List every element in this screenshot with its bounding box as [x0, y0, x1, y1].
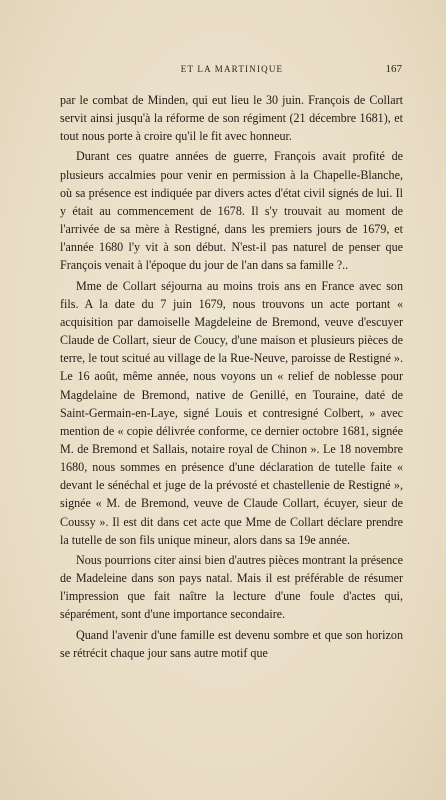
page-header	[60, 64, 404, 80]
paragraph-4: Nous pourrions citer ainsi bien d'autres pièces montrant la présence de Madeleine dans son pays natal. Mais il est préférable de résumer l'impression que fait naître la lecture d'une foule d'actes qui, séparément, sont d'une importance secondaire.	[60, 552, 403, 622]
paragraph-2: Durant ces quatre années de guerre, François avait profité de plusieurs accalmies pour venir en permission à la Chapelle-Blanche, où sa présence est indiquée par divers actes d'état civil signés de lui. Il y était au commencement de 1678. Il s'y trouvait au moment de l'arrivée de sa mère à Restigné, dans les premiers jours de 1679, et l'année 1680 l'y vit à son début. N'est-il pas naturel de penser que François venait à l'époque du jour de l'an dans sa famille ?..	[60, 149, 403, 273]
paragraph-5: Quand l'avenir d'une famille est devenu sombre et que son horizon se rétrécit chaque jour sans autre motif que	[60, 627, 403, 660]
page-number: 167	[385, 63, 402, 75]
paragraph-3: Mme de Collart séjourna au moins trois ans en France avec son fils. A la date du 7 juin 1679, nous trouvons un acte portant « acquisition par damoiselle Magdeleine de Bremond, veuve d'escuyer Claude de Collart, sieur de Coucy, d'une maison et plusieurs pièces de terre, le tout scitué au village de la Rue-Neuve, paroisse de Restigné ». Le 16 août, même année, nous voyons un « relief de noblesse pour Magdelaine de Bremond, native de Genillé, en Touraine, daté de Saint-Germain-en-Laye, signé Louis et contresigné Colbert, » avec mention de « copie délivrée conforme, ce dernier octobre 1681, signée M. de Bremond et Sallais, notaire royal de Chinon ». Le 18 novembre 1680, nous sommes en présence d'une déclaration de tutelle faite « devant le sénéchal et juge de la prévosté et chastellenie de Restigné », signée « M. de Bremond, veuve de Claude Collart, écuyer, sieur de Coussy ». Il est dit dans cet acte que Mme de Collart déclare prendre la tutelle de son fils unique mineur, alors dans sa 19e année.	[60, 278, 403, 547]
running-title: ET LA MARTINIQUE	[180, 64, 284, 74]
paragraph-1: par le combat de Minden, qui eut lieu le 30 juin. François de Collart servit ainsi jusqu'à la réforme de son régiment (21 décembre 1681), et tout nous porte à croire qu'il le fit avec honneur.	[60, 93, 403, 144]
body-text	[60, 91, 403, 662]
